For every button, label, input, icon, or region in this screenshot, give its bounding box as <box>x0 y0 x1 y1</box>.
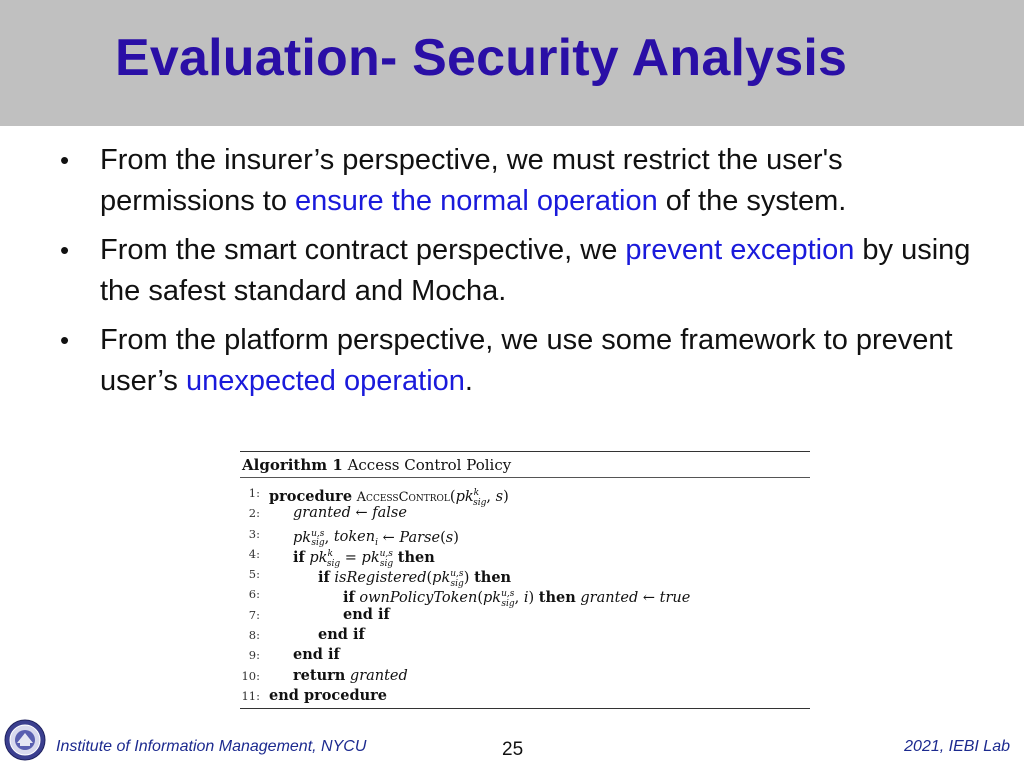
page-number: 25 <box>502 739 524 760</box>
bullet-marker: • <box>60 145 70 175</box>
algorithm-line-content: if ownPolicyToken(pk$^{u,s}_{sig}$, i) then granted ← true <box>343 589 691 610</box>
algorithm-line-content: end if <box>293 646 340 664</box>
algorithm-line <box>240 666 810 686</box>
algorithm-line <box>240 564 810 589</box>
algorithm-line <box>240 483 810 508</box>
line-number: 2: <box>248 506 260 521</box>
algorithm-line <box>240 686 810 706</box>
algorithm-line <box>240 503 810 523</box>
line-number: 7: <box>248 607 260 622</box>
algorithm-line <box>240 645 810 665</box>
line-number: 9: <box>248 648 260 663</box>
algorithm-line-content: end procedure <box>269 686 388 704</box>
bullet-highlight: prevent exception <box>625 234 855 266</box>
bullet-item <box>52 320 982 402</box>
bullet-list <box>52 140 982 410</box>
line-number: 4: <box>248 546 260 561</box>
bullet-text: . <box>464 365 473 397</box>
bullet-text: From the platform perspective, we use some framework to prevent user’s <box>100 324 953 397</box>
algorithm-line <box>240 524 810 549</box>
line-number: 5: <box>248 567 260 582</box>
bullet-text: by using the safest standard and Mocha. <box>100 234 971 307</box>
bullet-marker: • <box>60 325 70 355</box>
bottom-rule <box>240 708 810 709</box>
line-number: 6: <box>248 587 260 602</box>
algorithm-line-content: end if <box>343 605 390 623</box>
algorithm-box <box>240 451 810 709</box>
title-bar <box>0 0 1024 126</box>
bullet-item <box>52 230 982 312</box>
algorithm-caption <box>240 452 810 477</box>
bullet-highlight: ensure the normal operation <box>295 185 658 217</box>
line-number: 8: <box>248 628 260 643</box>
university-seal-icon <box>4 719 46 761</box>
bullet-highlight: unexpected operation <box>185 365 465 397</box>
bullet-marker: • <box>60 235 70 265</box>
bullet-text: From the insurer’s perspective, we must restrict the user's permissions to <box>100 144 843 217</box>
algorithm-line-content: procedure $AccessControl(pk^k_{sig}$, s) <box>269 487 509 508</box>
algorithm-line <box>240 584 810 610</box>
line-number: 11: <box>241 688 260 703</box>
line-number: 10: <box>241 668 260 683</box>
algorithm-line-content: end if <box>318 626 365 644</box>
line-number: 1: <box>248 486 260 500</box>
line-number: 3: <box>248 526 260 541</box>
lab-label: 2021, IEBI Lab <box>904 738 1010 755</box>
algorithm-line-content: pk$^{u,s}_{sig}$, token$_i$ ← Parse(s) <box>293 528 459 549</box>
bullet-text: of the system. <box>657 185 847 217</box>
bullet-text: From the smart contract perspective, we <box>100 234 626 266</box>
algorithm-label: Algorithm 1 <box>242 456 343 474</box>
bullet-item <box>52 140 982 222</box>
algorithm-line <box>240 605 810 625</box>
algorithm-line-content: return granted <box>293 666 408 684</box>
slide-title: Evaluation- Security Analysis <box>115 29 848 87</box>
algorithm-line <box>240 544 810 569</box>
algorithm-line-content: if isRegistered(pk$^{u,s}_{sig}$) then <box>318 569 512 589</box>
algorithm-name: Access Control Policy <box>347 456 512 474</box>
algorithm-body <box>240 478 810 706</box>
algorithm-line <box>240 625 810 645</box>
algorithm-line-content: granted ← false <box>293 505 407 522</box>
institution-label: Institute of Information Management, NYCU <box>56 738 367 755</box>
algorithm-line-content: if $pk^k_{sig} = pk^{u,s}_{sig}$ then <box>293 548 435 569</box>
